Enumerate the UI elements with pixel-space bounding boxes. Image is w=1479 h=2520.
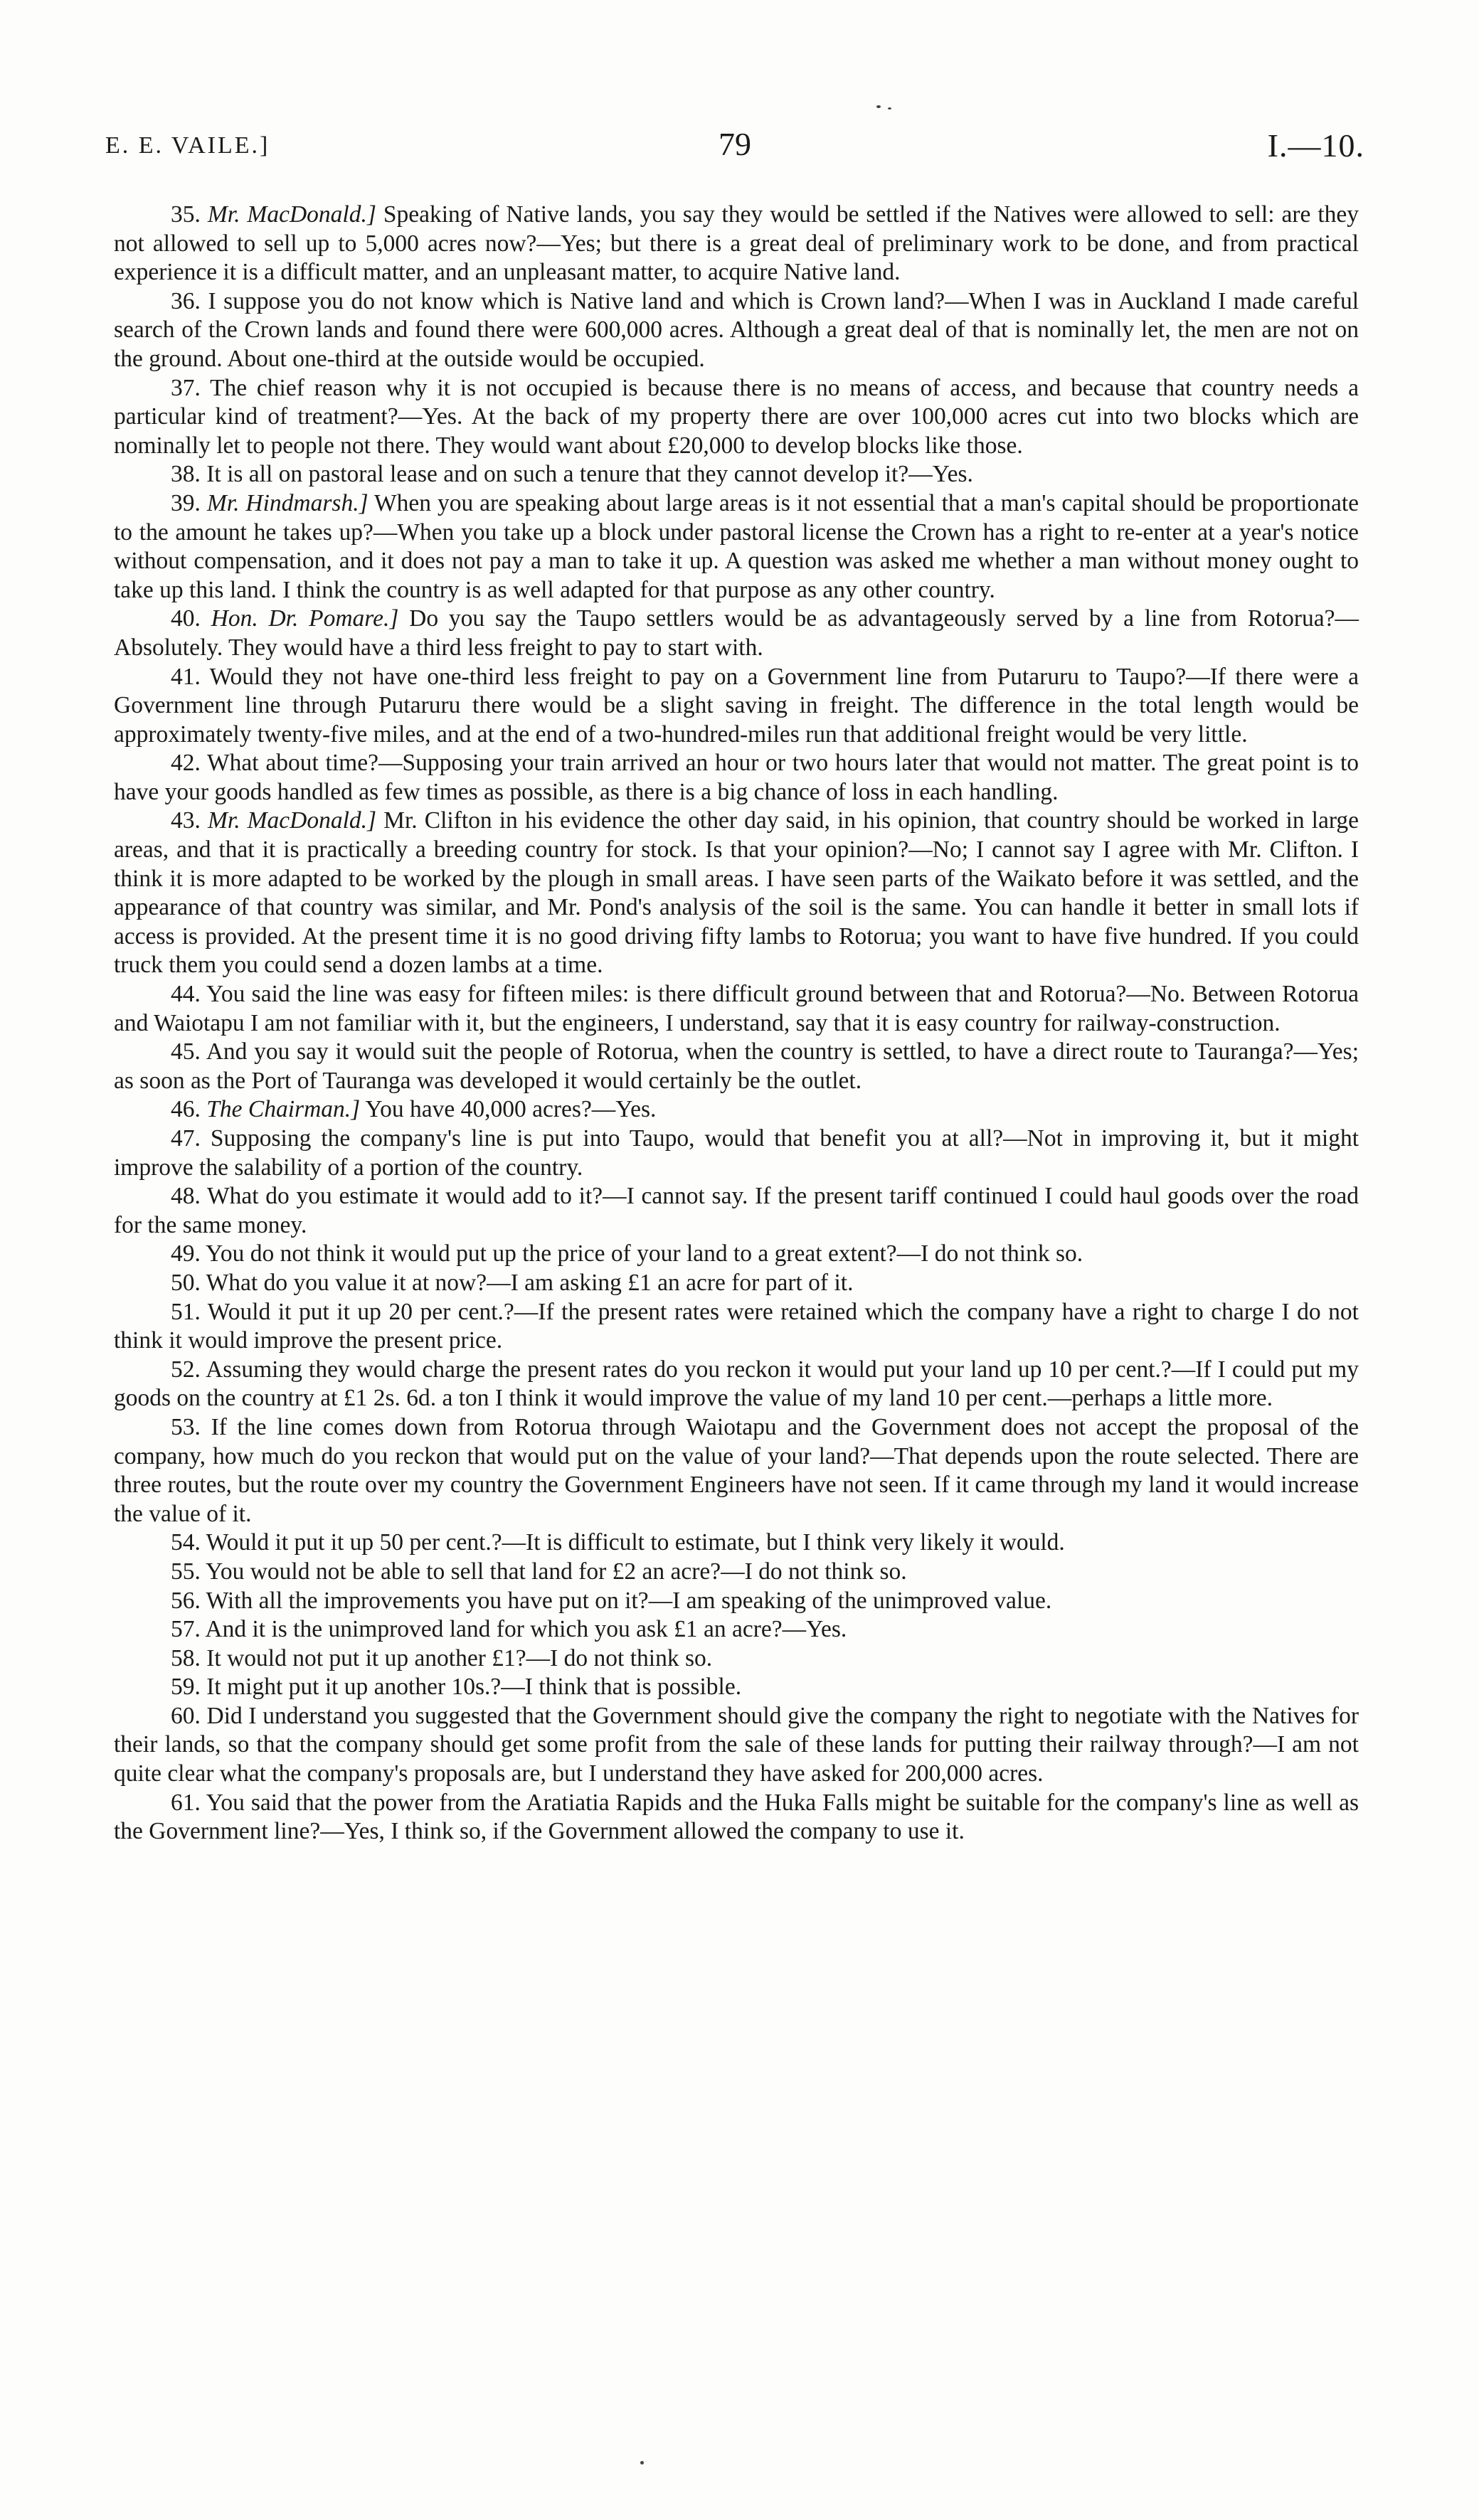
question-paragraph: [114, 1269, 1359, 1298]
question-text: When you are speaking about large areas is it not essential that a man's capital should be proportionate to the amount he takes up?—When you take up a block under pastoral license the Crown has a right to re-enter at a year's notice without compensation, and it does not pay a man to take it up. A question was asked me whether a man without money ought to take up this land. I think the country is as well adapted for that purpose as any other country.: [114, 489, 1359, 603]
question-paragraph: [114, 807, 1359, 980]
question-paragraph: [114, 1356, 1359, 1413]
question-text: The chief reason why it is not occupied is because there is no means of access, and because that country needs a particular kind of treatment?—Yes. At the back of my property there are over 100,000 acres cut into two blocks which are nominally let to people not there. They would want about £20,000 to develop blocks like those.: [114, 374, 1359, 459]
question-number: 43.: [171, 807, 201, 834]
question-number: 60.: [171, 1702, 201, 1729]
question-text: If the line comes down from Rotorua through Waiotapu and the Government does not accept the proposal of the company, how much do you reckon that would put on the value of your land?—That depends upon the route selected. There are three routes, but the route over my country the Government Engineers have not seen. If it came through my land it would increase the value of it.: [114, 1413, 1359, 1527]
question-number: 51.: [171, 1298, 201, 1325]
question-paragraph: [114, 374, 1359, 461]
question-number: 44.: [171, 981, 201, 1008]
question-text: With all the improvements you have put on it?—I am speaking of the unimproved value.: [206, 1587, 1052, 1614]
question-number: 45.: [171, 1038, 201, 1065]
page-header: [105, 125, 1364, 175]
question-paragraph: [114, 980, 1359, 1038]
question-paragraph: [114, 1240, 1359, 1269]
ink-speck: [640, 2461, 644, 2465]
question-text: You have 40,000 acres?—Yes.: [365, 1096, 657, 1123]
question-text: I suppose you do not know which is Native land and which is Crown land?—When I was in Auckland I made careful search of the Crown lands and found there were 600,000 acres. Although a great deal of that is nominally let, the men are not on the ground. About one-third at the outside would be occupied.: [114, 287, 1359, 372]
question-number: 39.: [171, 489, 201, 516]
question-text: What do you estimate it would add to it?—I cannot say. If the present tariff continued I could haul goods over the road for the same money.: [114, 1183, 1359, 1238]
question-number: 55.: [171, 1558, 201, 1585]
question-text: Would they not have one-third less freight to pay on a Government line from Putaruru to Taupo?—If there were a Government line through Putaruru there would be a slight saving in freight. The difference in the total length would be approximately twenty-five miles, and at the end of a two-hundred-miles run that additional freight would be very little.: [114, 663, 1359, 748]
question-number: 42.: [171, 750, 201, 777]
question-text: And it is the unimproved land for which you ask £1 an acre?—Yes.: [205, 1616, 847, 1643]
question-number: 35.: [171, 201, 201, 228]
question-paragraph: [114, 1298, 1359, 1356]
paper-reference: I.—10.: [1267, 127, 1364, 164]
question-paragraph: [114, 1125, 1359, 1182]
question-paragraph: [114, 1095, 1359, 1125]
question-text: You said that the power from the Aratiatia Rapids and the Huka Falls might be suitable for the company's line as well as the Government line?—Yes, I think so, if the Government allowed the company to use it.: [114, 1789, 1359, 1845]
question-number: 61.: [171, 1789, 201, 1816]
question-number: 46.: [171, 1096, 201, 1123]
page-number: 79: [719, 126, 751, 162]
question-number: 41.: [171, 663, 201, 690]
question-text: What do you value it at now?—I am asking £1 an acre for part of it.: [206, 1269, 854, 1296]
question-paragraph: [114, 287, 1359, 374]
question-number: 54.: [171, 1529, 201, 1556]
testimony-body: [114, 201, 1359, 1846]
question-paragraph: [114, 663, 1359, 750]
question-text: Mr. Clifton in his evidence the other day said, in his opinion, that country should be worked in large areas, and that it is practically a breeding country for stock. Is that your opinion?—No; I cannot say I agree with Mr. Clifton. I think it is more adapted to be worked by the plough in small areas. I have seen parts of the Waikato before it was settled, and the appearance of that country was similar, and Mr. Pond's analysis of the soil is the same. You can handle it better in small lots if access is provided. At the present time it is no good driving fifty lambs to Rotorua; you want to have five hundred. If you could truck them you could send a dozen lambs at a time.: [114, 807, 1359, 979]
speaker-name: Mr. MacDonald.]: [207, 807, 377, 834]
ink-speck: [888, 107, 891, 110]
question-paragraph: [114, 1673, 1359, 1702]
question-text: And you say it would suit the people of Rotorua, when the country is settled, to have a direct route to Tauranga?—Yes; as soon as the Port of Tauranga was developed it would certainly be the outlet.: [114, 1038, 1359, 1094]
question-number: 57.: [171, 1616, 201, 1643]
question-text: Supposing the company's line is put into Taupo, would that benefit you at all?—Not in improving it, but it might improve the salability of a portion of the country.: [114, 1125, 1359, 1181]
witness-name: E. E. VAILE.]: [105, 132, 270, 159]
question-paragraph: [114, 489, 1359, 605]
question-paragraph: [114, 460, 1359, 489]
question-paragraph: [114, 1182, 1359, 1240]
speaker-name: Hon. Dr. Pomare.]: [211, 605, 399, 632]
question-paragraph: [114, 1789, 1359, 1846]
question-paragraph: [114, 1615, 1359, 1644]
question-number: 53.: [171, 1413, 201, 1440]
question-text: Would it put it up 50 per cent.?—It is difficult to estimate, but I think very likely it would.: [206, 1529, 1065, 1556]
question-paragraph: [114, 749, 1359, 807]
question-paragraph: [114, 1558, 1359, 1587]
question-text: You said the line was easy for fifteen miles: is there difficult ground between that and Rotorua?—No. Between Rotorua and Waiotapu I am not familiar with it, but the engineers, I understand, say that it is easy country for railway-construction.: [114, 981, 1359, 1036]
question-paragraph: [114, 1413, 1359, 1529]
question-text: It is all on pastoral lease and on such a tenure that they cannot develop it?—Yes.: [206, 461, 973, 488]
question-text: You do not think it would put up the price of your land to a great extent?—I do not think so.: [206, 1240, 1083, 1267]
speaker-name: Mr. Hindmarsh.]: [206, 489, 369, 516]
question-number: 56.: [171, 1587, 201, 1614]
question-number: 49.: [171, 1240, 201, 1267]
question-paragraph: [114, 1702, 1359, 1789]
question-number: 48.: [171, 1183, 201, 1210]
question-paragraph: [114, 605, 1359, 662]
question-paragraph: [114, 1038, 1359, 1095]
question-number: 58.: [171, 1644, 201, 1671]
question-text: Do you say the Taupo settlers would be as advantageously served by a line from Rotorua?—Absolutely. They would have a third less freight to pay to start with.: [114, 605, 1359, 661]
speaker-name: Mr. MacDonald.]: [207, 201, 376, 228]
question-text: You would not be able to sell that land for £2 an acre?—I do not think so.: [206, 1558, 907, 1585]
question-number: 59.: [171, 1674, 201, 1701]
question-text: What about time?—Supposing your train arrived an hour or two hours later that would not matter. The great point is to have your goods handled as few times as possible, as there is a big chance of loss in each handling.: [114, 750, 1359, 805]
question-text: Did I understand you suggested that the Government should give the company the right to negotiate with the Natives for their lands, so that the company should get some profit from the sale of these lands for putting their railway through?—I am not quite clear what the company's proposals are, but I understand they have asked for 200,000 acres.: [114, 1702, 1359, 1787]
question-number: 50.: [171, 1269, 201, 1296]
speaker-name: The Chairman.]: [206, 1096, 361, 1123]
question-number: 47.: [171, 1125, 201, 1152]
question-paragraph: [114, 1587, 1359, 1616]
question-text: Would it put it up 20 per cent.?—If the present rates were retained which the company have a right to charge I do not think it would improve the present price.: [114, 1298, 1359, 1354]
question-number: 40.: [171, 605, 201, 632]
question-text: Assuming they would charge the present rates do you reckon it would put your land up 10 per cent.?—If I could put my goods on the country at £1 2s. 6d. a ton I think it would improve the value of my land 10 per cent.—perhaps a little more.: [114, 1356, 1359, 1412]
question-paragraph: [114, 1644, 1359, 1674]
question-number: 36.: [171, 287, 201, 314]
question-paragraph: [114, 1529, 1359, 1558]
question-number: 37.: [171, 374, 201, 401]
question-number: 52.: [171, 1356, 201, 1383]
ink-speck: [876, 105, 881, 108]
question-number: 38.: [171, 461, 201, 488]
question-text: It might put it up another 10s.?—I think that is possible.: [206, 1674, 742, 1701]
question-text: Speaking of Native lands, you say they would be settled if the Natives were allowed to sell: are they not allowed to sell up to 5,000 acres now?—Yes; but there is a great deal of preliminary work to be done, and from practical experience it is a difficult matter, and an unpleasant matter, to acquire Native land.: [114, 201, 1359, 286]
question-text: It would not put it up another £1?—I do not think so.: [206, 1644, 713, 1671]
question-paragraph: [114, 201, 1359, 287]
